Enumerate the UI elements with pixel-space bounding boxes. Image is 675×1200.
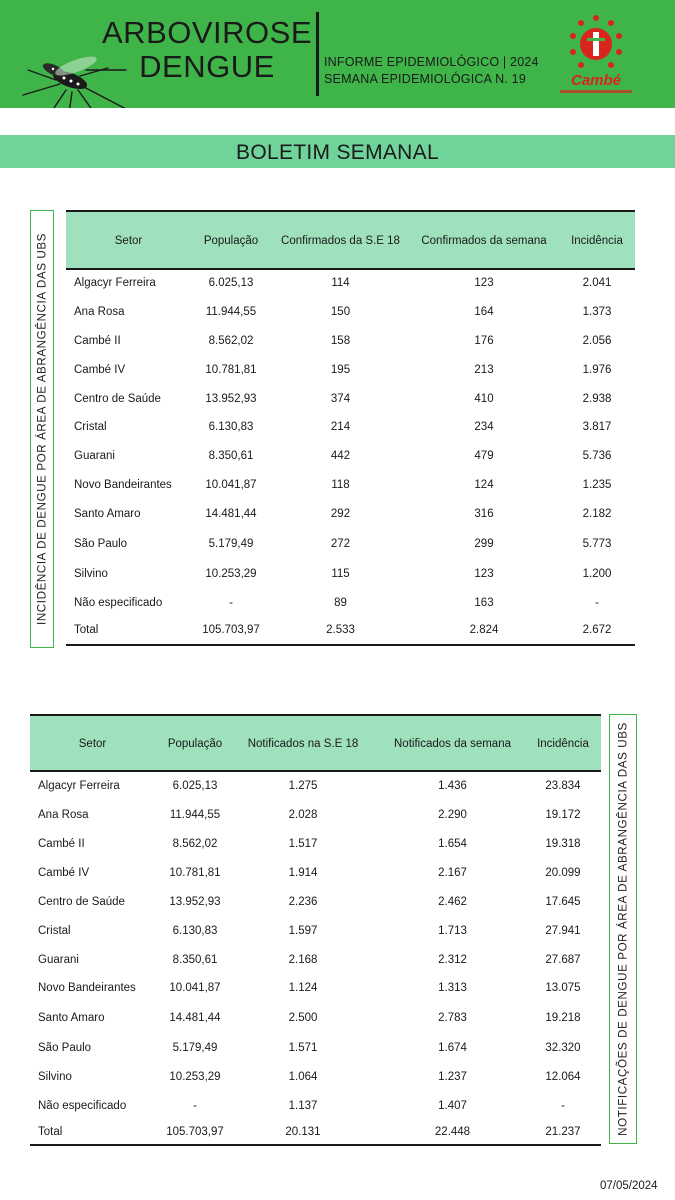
incidence-cell: 2.672: [582, 624, 612, 636]
population-cell: 10.253,29: [205, 568, 257, 580]
incidence-cell: 3.817: [582, 421, 612, 433]
sector-cell: Algacyr Ferreira: [74, 277, 156, 289]
previous-count-cell: 2.533: [326, 624, 355, 636]
table-row: [66, 393, 635, 409]
previous-count-cell: 114: [331, 277, 350, 289]
sector-cell: Cambé II: [74, 335, 121, 347]
sector-cell: Ana Rosa: [38, 809, 89, 821]
population-cell: 6.130,83: [208, 421, 254, 433]
column-header: Setor: [78, 738, 107, 750]
incidence-cell: 27.941: [545, 925, 581, 937]
population-cell: 10.781,81: [169, 867, 221, 879]
previous-count-cell: 89: [334, 597, 347, 609]
previous-count-cell: 1.275: [288, 780, 318, 792]
incidence-cell: 13.075: [545, 982, 581, 994]
table-row: [30, 809, 601, 825]
population-cell: 8.562,02: [208, 335, 254, 347]
week-count-cell: 22.448: [434, 1126, 471, 1138]
incidence-cell: 1.235: [582, 479, 612, 491]
population-cell: -: [229, 597, 233, 609]
population-cell: 8.562,02: [172, 838, 218, 850]
table-row: [30, 896, 601, 912]
table-header: [66, 210, 635, 270]
table-row: [30, 925, 601, 941]
sector-cell: Cristal: [38, 925, 71, 937]
title-line-2: DENGUE: [139, 49, 275, 84]
header-divider: [316, 12, 319, 96]
previous-count-cell: 1.914: [288, 867, 318, 879]
sector-cell: Não especificado: [38, 1100, 127, 1112]
population-cell: 6.025,13: [208, 277, 254, 289]
population-cell: 5.179,49: [172, 1042, 218, 1054]
previous-count-cell: 272: [330, 538, 351, 550]
sector-cell: São Paulo: [38, 1042, 92, 1054]
population-cell: 13.952,93: [169, 896, 221, 908]
week-count-cell: 1.713: [438, 925, 467, 937]
sector-cell: Novo Bandeirantes: [74, 479, 172, 491]
sector-cell: Cristal: [74, 421, 107, 433]
sector-cell: São Paulo: [74, 538, 128, 550]
previous-count-cell: 20.131: [285, 1126, 321, 1138]
incidence-cell: 21.237: [545, 1126, 581, 1138]
banner-title: BOLETIM SEMANAL: [236, 141, 439, 164]
previous-count-cell: 2.028: [288, 809, 318, 821]
population-cell: 10.253,29: [169, 1071, 221, 1083]
previous-count-cell: 1.517: [288, 838, 318, 850]
column-header: Incidência: [571, 235, 623, 247]
week-count-cell: 316: [474, 508, 494, 520]
week-count-cell: 123: [474, 277, 494, 289]
sector-cell: Guarani: [38, 954, 79, 966]
report-info: [324, 54, 539, 88]
previous-count-cell: 1.597: [288, 925, 318, 937]
week-count-cell: 213: [474, 364, 494, 376]
week-count-cell: 176: [474, 335, 494, 347]
previous-count-cell: 292: [330, 508, 351, 520]
table-row: [66, 450, 635, 466]
incidence-cell: 5.773: [582, 538, 612, 550]
previous-count-cell: 1.064: [288, 1071, 318, 1083]
population-cell: 11.944,55: [169, 809, 221, 821]
table-row: [30, 838, 601, 854]
previous-count-cell: 158: [330, 335, 351, 347]
table-row: [66, 479, 635, 495]
population-cell: 105.703,97: [166, 1126, 224, 1138]
week-count-cell: 164: [474, 306, 494, 318]
incidence-cell: -: [561, 1100, 565, 1112]
sector-cell: Centro de Saúde: [74, 393, 161, 405]
sector-cell: Santo Amaro: [74, 508, 141, 520]
table-row: [66, 538, 635, 554]
week-count-cell: 123: [474, 568, 494, 580]
sector-cell: Ana Rosa: [74, 306, 125, 318]
report-date: 07/05/2024: [600, 1180, 658, 1192]
incidence-cell: 19.218: [545, 1012, 581, 1024]
info-line-1: INFORME EPIDEMIOLÓGICO | 2024: [324, 55, 539, 69]
table-header: [30, 714, 601, 772]
previous-count-cell: 442: [330, 450, 351, 462]
week-count-cell: 2.290: [438, 809, 467, 821]
table-row: [66, 277, 635, 293]
column-header: População: [167, 738, 223, 750]
table2-side-label: NOTIFICAÇÕES DE DENGUE POR ÁREA DE ABRANGÊNCIA DAS UBS: [616, 722, 630, 1136]
table-row: [30, 954, 601, 970]
sector-cell: Santo Amaro: [38, 1012, 105, 1024]
incidence-cell: 1.976: [582, 364, 612, 376]
population-cell: 6.025,13: [172, 780, 218, 792]
table-row: [66, 508, 635, 524]
table-row: [66, 335, 635, 351]
column-header: População: [203, 235, 259, 247]
sector-cell: Não especificado: [74, 597, 163, 609]
total-row: [30, 1126, 601, 1142]
week-count-cell: 410: [474, 393, 494, 405]
previous-count-cell: 374: [330, 393, 351, 405]
sector-cell: Silvino: [38, 1071, 72, 1083]
previous-count-cell: 214: [330, 421, 351, 433]
logo-name: Cambé: [570, 72, 622, 89]
table-row: [30, 1071, 601, 1087]
week-count-cell: 1.313: [438, 982, 467, 994]
sector-cell: Total: [38, 1126, 63, 1138]
incidence-cell: 2.041: [582, 277, 612, 289]
sector-cell: Total: [74, 624, 99, 636]
incidence-cell: 1.373: [582, 306, 612, 318]
section-banner: [0, 135, 675, 168]
population-cell: 13.952,93: [205, 393, 257, 405]
notifications-table: [30, 714, 601, 1146]
column-header: Notificados da semana: [394, 738, 511, 750]
logo-underline: [560, 90, 632, 93]
table-row: [66, 568, 635, 584]
week-count-cell: 2.167: [438, 867, 467, 879]
table-row: [66, 306, 635, 322]
previous-count-cell: 1.124: [288, 982, 318, 994]
table-row: [30, 1042, 601, 1058]
population-cell: 8.350,61: [208, 450, 254, 462]
sector-cell: Guarani: [74, 450, 115, 462]
incidence-cell: 27.687: [545, 954, 581, 966]
sector-cell: Cambé II: [38, 838, 85, 850]
header-bar: [0, 0, 675, 108]
incidence-table: [66, 210, 635, 650]
population-cell: -: [193, 1100, 197, 1112]
column-header: Notificados na S.E 18: [247, 738, 359, 750]
incidence-cell: 19.318: [545, 838, 581, 850]
week-count-cell: 479: [474, 450, 494, 462]
table-row: [30, 867, 601, 883]
report-title: [102, 16, 312, 84]
table-bottom-border: [30, 1144, 601, 1146]
table2-side-label-box: [609, 714, 637, 1144]
population-cell: 11.944,55: [205, 306, 257, 318]
table-row: [66, 421, 635, 437]
incidence-cell: 2.182: [582, 508, 612, 520]
sector-cell: Novo Bandeirantes: [38, 982, 136, 994]
week-count-cell: 1.654: [438, 838, 467, 850]
population-cell: 5.179,49: [208, 538, 254, 550]
total-row: [66, 624, 635, 640]
previous-count-cell: 150: [330, 306, 351, 318]
table-row: [30, 780, 601, 796]
column-header: Incidência: [537, 738, 589, 750]
population-cell: 105.703,97: [202, 624, 260, 636]
previous-count-cell: 2.236: [288, 896, 318, 908]
week-count-cell: 1.237: [438, 1071, 467, 1083]
sector-cell: Silvino: [74, 568, 108, 580]
population-cell: 14.481,44: [169, 1012, 221, 1024]
previous-count-cell: 118: [331, 479, 350, 491]
table-row: [30, 982, 601, 998]
previous-count-cell: 1.137: [288, 1100, 318, 1112]
week-count-cell: 2.312: [438, 954, 467, 966]
incidence-cell: 32.320: [545, 1042, 581, 1054]
week-count-cell: 1.407: [438, 1100, 467, 1112]
incidence-cell: 1.200: [582, 568, 612, 580]
title-line-1: ARBOVIROSE: [102, 15, 312, 50]
previous-count-cell: 195: [330, 364, 351, 376]
incidence-cell: 12.064: [545, 1071, 581, 1083]
population-cell: 14.481,44: [205, 508, 257, 520]
incidence-cell: 23.834: [545, 780, 581, 792]
sector-cell: Cambé IV: [38, 867, 90, 879]
incidence-cell: 5.736: [582, 450, 612, 462]
week-count-cell: 1.436: [438, 780, 467, 792]
sector-cell: Algacyr Ferreira: [38, 780, 120, 792]
week-count-cell: 163: [474, 597, 494, 609]
incidence-cell: 19.172: [545, 809, 581, 821]
week-count-cell: 234: [474, 421, 494, 433]
incidence-cell: 2.056: [582, 335, 612, 347]
incidence-cell: 17.645: [545, 896, 581, 908]
week-count-cell: 2.462: [438, 896, 467, 908]
population-cell: 10.041,87: [169, 982, 221, 994]
population-cell: 10.781,81: [205, 364, 257, 376]
column-header: Confirmados da S.E 18: [281, 235, 400, 247]
table-bottom-border: [66, 644, 635, 646]
table1-side-label-box: [30, 210, 54, 648]
incidence-cell: 2.938: [582, 393, 612, 405]
table1-side-label: INCIDÊNCIA DE DENGUE POR ÁREA DE ABRANGÊNCIA DAS UBS: [35, 233, 49, 625]
table-row: [30, 1012, 601, 1028]
table-row: [66, 597, 635, 613]
population-cell: 6.130,83: [172, 925, 218, 937]
column-header: Setor: [114, 235, 143, 247]
previous-count-cell: 1.571: [288, 1042, 318, 1054]
week-count-cell: 1.674: [438, 1042, 467, 1054]
incidence-cell: 20.099: [545, 867, 581, 879]
population-cell: 8.350,61: [172, 954, 218, 966]
previous-count-cell: 2.168: [288, 954, 318, 966]
column-header: Confirmados da semana: [421, 235, 547, 247]
week-count-cell: 124: [474, 479, 494, 491]
sector-cell: Centro de Saúde: [38, 896, 125, 908]
previous-count-cell: 115: [331, 568, 350, 580]
table-row: [66, 364, 635, 380]
table-row: [30, 1100, 601, 1116]
week-count-cell: 299: [474, 538, 494, 550]
info-line-2: SEMANA EPIDEMIOLÓGICA N. 19: [324, 72, 526, 86]
population-cell: 10.041,87: [205, 479, 257, 491]
sector-cell: Cambé IV: [74, 364, 126, 376]
week-count-cell: 2.783: [438, 1012, 467, 1024]
week-count-cell: 2.824: [469, 624, 499, 636]
previous-count-cell: 2.500: [288, 1012, 318, 1024]
incidence-cell: -: [595, 597, 599, 609]
